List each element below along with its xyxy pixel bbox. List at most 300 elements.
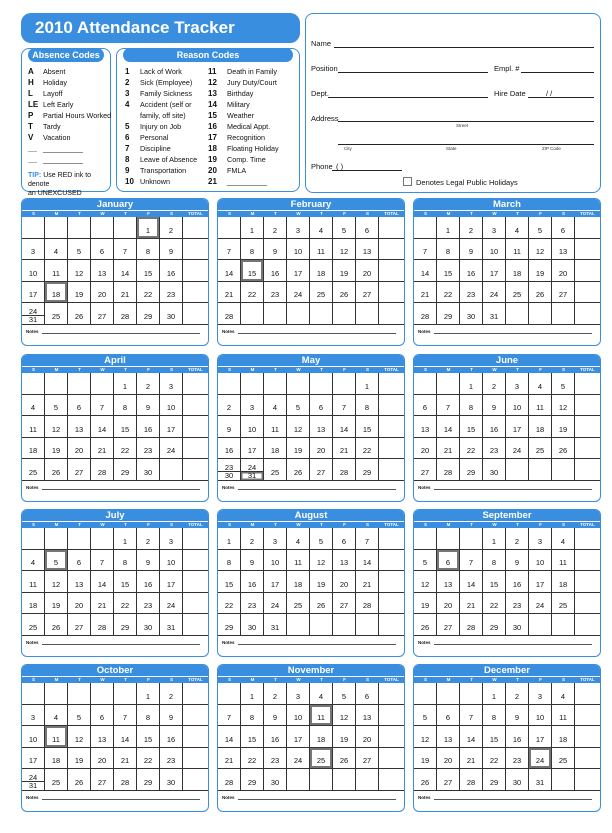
day-cell[interactable] — [114, 593, 137, 615]
day-cell[interactable] — [333, 459, 356, 481]
day-cell[interactable] — [160, 438, 183, 460]
day-cell[interactable] — [160, 769, 183, 791]
day-cell[interactable] — [483, 239, 506, 261]
day-cell[interactable] — [310, 528, 333, 550]
day-cell[interactable] — [264, 395, 287, 417]
day-cell[interactable] — [552, 395, 575, 417]
day-cell[interactable] — [414, 614, 437, 636]
day-cell[interactable] — [218, 282, 241, 304]
week-total-cell[interactable] — [183, 593, 208, 615]
day-cell[interactable] — [437, 438, 460, 460]
day-cell[interactable] — [241, 260, 264, 282]
day-cell[interactable] — [460, 726, 483, 748]
day-cell[interactable] — [91, 769, 114, 791]
day-cell[interactable] — [91, 282, 114, 304]
notes-area[interactable] — [218, 325, 404, 338]
day-cell[interactable] — [68, 282, 91, 304]
day-cell[interactable] — [22, 395, 45, 417]
day-cell[interactable] — [287, 550, 310, 572]
day-cell[interactable] — [264, 726, 287, 748]
week-total-cell[interactable] — [379, 748, 404, 770]
day-cell[interactable] — [137, 550, 160, 572]
day-cell[interactable] — [264, 550, 287, 572]
day-cell[interactable] — [68, 550, 91, 572]
day-cell[interactable] — [264, 438, 287, 460]
day-cell[interactable] — [264, 282, 287, 304]
day-cell[interactable] — [333, 239, 356, 261]
day-cell[interactable] — [483, 459, 506, 481]
day-cell[interactable] — [160, 593, 183, 615]
day-cell[interactable] — [160, 571, 183, 593]
day-cell[interactable] — [483, 683, 506, 705]
day-cell[interactable] — [241, 748, 264, 770]
day-cell[interactable] — [45, 614, 68, 636]
week-total-cell[interactable] — [575, 705, 600, 727]
day-cell[interactable] — [114, 726, 137, 748]
day-cell[interactable] — [460, 571, 483, 593]
day-cell[interactable] — [45, 395, 68, 417]
day-cell[interactable] — [356, 593, 379, 615]
day-cell[interactable] — [333, 571, 356, 593]
week-total-cell[interactable] — [379, 260, 404, 282]
notes-area[interactable] — [22, 325, 208, 338]
day-cell[interactable] — [160, 726, 183, 748]
day-cell[interactable] — [91, 748, 114, 770]
week-total-cell[interactable] — [379, 726, 404, 748]
day-cell[interactable] — [68, 239, 91, 261]
day-cell[interactable] — [160, 373, 183, 395]
day-cell[interactable] — [552, 373, 575, 395]
day-cell[interactable] — [114, 282, 137, 304]
day-cell[interactable] — [483, 282, 506, 304]
day-cell[interactable] — [22, 239, 45, 261]
day-cell[interactable] — [356, 550, 379, 572]
day-cell[interactable] — [218, 571, 241, 593]
day-cell[interactable] — [241, 282, 264, 304]
day-cell[interactable] — [460, 748, 483, 770]
day-cell[interactable] — [241, 571, 264, 593]
week-total-cell[interactable] — [183, 416, 208, 438]
day-cell[interactable] — [218, 395, 241, 417]
day-cell[interactable] — [356, 239, 379, 261]
day-cell[interactable] — [437, 303, 460, 325]
week-total-cell[interactable] — [575, 528, 600, 550]
day-cell[interactable] — [460, 705, 483, 727]
day-cell[interactable] — [414, 748, 437, 770]
day-cell[interactable] — [460, 550, 483, 572]
day-cell[interactable] — [529, 438, 552, 460]
day-cell[interactable] — [552, 705, 575, 727]
day-cell[interactable] — [114, 550, 137, 572]
day-cell[interactable] — [460, 260, 483, 282]
day-cell[interactable] — [356, 528, 379, 550]
day-cell[interactable] — [437, 748, 460, 770]
day-cell[interactable] — [552, 438, 575, 460]
day-cell[interactable] — [310, 217, 333, 239]
day-cell[interactable] — [287, 705, 310, 727]
day-cell[interactable] — [356, 416, 379, 438]
day-cell[interactable] — [22, 748, 45, 770]
day-cell[interactable] — [68, 260, 91, 282]
day-cell[interactable] — [506, 438, 529, 460]
day-cell[interactable] — [356, 726, 379, 748]
day-cell[interactable] — [414, 769, 437, 791]
day-cell[interactable] — [414, 416, 437, 438]
day-cell[interactable] — [287, 260, 310, 282]
day-cell[interactable] — [114, 416, 137, 438]
day-cell[interactable] — [22, 726, 45, 748]
day-cell[interactable] — [22, 593, 45, 615]
day-cell[interactable] — [506, 395, 529, 417]
day-cell[interactable] — [45, 459, 68, 481]
day-cell[interactable] — [45, 748, 68, 770]
day-cell[interactable] — [506, 282, 529, 304]
week-total-cell[interactable] — [379, 459, 404, 481]
day-cell[interactable] — [137, 683, 160, 705]
day-cell[interactable] — [45, 438, 68, 460]
day-cell[interactable] — [483, 217, 506, 239]
day-cell[interactable] — [437, 614, 460, 636]
day-cell[interactable] — [506, 769, 529, 791]
day-cell[interactable] — [91, 260, 114, 282]
day-cell[interactable] — [529, 528, 552, 550]
week-total-cell[interactable] — [575, 571, 600, 593]
day-cell[interactable] — [414, 438, 437, 460]
week-total-cell[interactable] — [183, 683, 208, 705]
day-cell[interactable] — [137, 769, 160, 791]
day-cell[interactable] — [45, 416, 68, 438]
day-cell[interactable] — [287, 593, 310, 615]
day-cell[interactable] — [264, 416, 287, 438]
day-cell[interactable] — [552, 748, 575, 770]
week-total-cell[interactable] — [183, 550, 208, 572]
day-cell[interactable] — [460, 593, 483, 615]
day-cell[interactable] — [45, 705, 68, 727]
day-cell[interactable] — [529, 395, 552, 417]
day-cell[interactable] — [552, 282, 575, 304]
day-cell[interactable] — [437, 593, 460, 615]
day-cell[interactable] — [241, 614, 264, 636]
day-cell[interactable] — [506, 571, 529, 593]
day-cell[interactable] — [310, 282, 333, 304]
day-cell[interactable] — [356, 373, 379, 395]
day-cell[interactable] — [310, 571, 333, 593]
week-total-cell[interactable] — [379, 282, 404, 304]
day-cell[interactable] — [68, 459, 91, 481]
week-total-cell[interactable] — [183, 373, 208, 395]
week-total-cell[interactable] — [183, 459, 208, 481]
day-cell[interactable] — [68, 769, 91, 791]
day-cell[interactable] — [529, 571, 552, 593]
day-cell[interactable] — [45, 769, 68, 791]
day-cell[interactable] — [483, 528, 506, 550]
day-cell[interactable] — [333, 395, 356, 417]
day-cell[interactable] — [356, 683, 379, 705]
week-total-cell[interactable] — [575, 769, 600, 791]
week-total-cell[interactable] — [183, 395, 208, 417]
day-cell[interactable] — [552, 528, 575, 550]
day-cell[interactable] — [218, 416, 241, 438]
day-cell[interactable] — [287, 395, 310, 417]
day-cell[interactable] — [310, 705, 333, 727]
day-cell[interactable] — [483, 416, 506, 438]
day-cell[interactable] — [460, 282, 483, 304]
day-cell[interactable] — [287, 683, 310, 705]
day-cell[interactable] — [114, 614, 137, 636]
day-cell[interactable] — [483, 571, 506, 593]
day-cell[interactable] — [437, 550, 460, 572]
notes-area[interactable] — [414, 481, 600, 494]
notes-area[interactable] — [414, 636, 600, 649]
week-total-cell[interactable] — [379, 239, 404, 261]
day-cell[interactable] — [310, 239, 333, 261]
day-cell[interactable] — [114, 395, 137, 417]
day-cell[interactable] — [552, 683, 575, 705]
day-cell[interactable] — [160, 260, 183, 282]
day-cell[interactable] — [287, 239, 310, 261]
day-cell[interactable] — [483, 303, 506, 325]
day-cell[interactable] — [218, 303, 241, 325]
day-cell[interactable] — [333, 282, 356, 304]
week-total-cell[interactable] — [575, 726, 600, 748]
day-cell[interactable] — [218, 260, 241, 282]
day-cell[interactable] — [483, 705, 506, 727]
day-cell[interactable] — [356, 748, 379, 770]
week-total-cell[interactable] — [379, 395, 404, 417]
day-cell[interactable] — [22, 438, 45, 460]
day-cell[interactable] — [218, 593, 241, 615]
notes-area[interactable] — [22, 791, 208, 804]
day-cell[interactable] — [529, 260, 552, 282]
week-total-cell[interactable] — [183, 705, 208, 727]
day-cell[interactable] — [287, 528, 310, 550]
city-state-zip-field[interactable] — [338, 144, 594, 145]
day-cell[interactable] — [137, 571, 160, 593]
day-cell[interactable] — [264, 705, 287, 727]
day-cell[interactable] — [437, 260, 460, 282]
day-cell[interactable] — [483, 550, 506, 572]
notes-area[interactable] — [414, 791, 600, 804]
day-cell[interactable] — [45, 260, 68, 282]
day-cell[interactable] — [114, 705, 137, 727]
day-cell[interactable] — [218, 748, 241, 770]
day-cell[interactable] — [529, 217, 552, 239]
week-total-cell[interactable] — [575, 303, 600, 325]
day-cell[interactable] — [287, 438, 310, 460]
week-total-cell[interactable] — [575, 438, 600, 460]
day-cell[interactable] — [160, 748, 183, 770]
week-total-cell[interactable] — [379, 528, 404, 550]
empl-field[interactable] — [521, 72, 594, 73]
day-cell[interactable] — [218, 769, 241, 791]
week-total-cell[interactable] — [183, 438, 208, 460]
day-cell[interactable] — [437, 705, 460, 727]
day-cell[interactable] — [45, 282, 68, 304]
week-total-cell[interactable] — [183, 303, 208, 325]
day-cell[interactable] — [460, 239, 483, 261]
day-cell[interactable] — [414, 239, 437, 261]
day-cell[interactable] — [414, 260, 437, 282]
day-cell[interactable] — [91, 303, 114, 325]
day-cell[interactable] — [241, 438, 264, 460]
day-cell[interactable] — [241, 528, 264, 550]
day-cell[interactable] — [137, 373, 160, 395]
day-cell[interactable] — [356, 571, 379, 593]
day-cell[interactable] — [241, 769, 264, 791]
day-cell[interactable] — [437, 571, 460, 593]
day-cell[interactable] — [45, 726, 68, 748]
day-cell[interactable] — [333, 593, 356, 615]
day-cell[interactable] — [137, 395, 160, 417]
day-cell[interactable] — [310, 395, 333, 417]
week-total-cell[interactable] — [183, 748, 208, 770]
day-cell[interactable] — [529, 726, 552, 748]
day-cell[interactable] — [460, 416, 483, 438]
day-cell[interactable] — [414, 303, 437, 325]
day-cell[interactable] — [218, 438, 241, 460]
day-cell[interactable] — [506, 748, 529, 770]
day-cell[interactable] — [114, 438, 137, 460]
day-cell[interactable] — [310, 593, 333, 615]
day-cell[interactable] — [68, 705, 91, 727]
week-total-cell[interactable] — [575, 217, 600, 239]
day-cell[interactable] — [218, 705, 241, 727]
week-total-cell[interactable] — [379, 683, 404, 705]
day-cell[interactable] — [437, 217, 460, 239]
day-cell[interactable] — [414, 550, 437, 572]
week-total-cell[interactable] — [379, 550, 404, 572]
day-cell[interactable] — [241, 395, 264, 417]
day-cell[interactable] — [506, 705, 529, 727]
day-cell[interactable] — [45, 303, 68, 325]
day-cell[interactable] — [529, 239, 552, 261]
day-cell[interactable] — [356, 395, 379, 417]
day-cell[interactable] — [114, 239, 137, 261]
day-cell[interactable] — [137, 282, 160, 304]
day-cell[interactable] — [91, 726, 114, 748]
day-cell[interactable] — [22, 614, 45, 636]
day-cell[interactable] — [22, 459, 45, 481]
position-field[interactable] — [338, 72, 488, 73]
day-cell[interactable] — [241, 217, 264, 239]
day-cell[interactable] — [460, 395, 483, 417]
street-field[interactable] — [338, 121, 594, 122]
day-cell[interactable] — [241, 593, 264, 615]
week-total-cell[interactable] — [575, 593, 600, 615]
day-cell[interactable] — [45, 593, 68, 615]
day-cell[interactable] — [414, 459, 437, 481]
day-cell[interactable] — [483, 726, 506, 748]
day-cell[interactable] — [460, 217, 483, 239]
day-cell[interactable] — [160, 683, 183, 705]
day-cell[interactable] — [137, 528, 160, 550]
day-cell[interactable] — [264, 683, 287, 705]
day-cell[interactable] — [529, 683, 552, 705]
notes-area[interactable] — [218, 636, 404, 649]
day-cell[interactable] — [552, 260, 575, 282]
week-total-cell[interactable] — [379, 217, 404, 239]
day-cell[interactable] — [414, 282, 437, 304]
day-cell[interactable] — [22, 260, 45, 282]
week-total-cell[interactable] — [183, 614, 208, 636]
day-cell[interactable] — [437, 239, 460, 261]
day-cell[interactable] — [137, 217, 160, 239]
day-cell[interactable] — [437, 459, 460, 481]
day-cell[interactable] — [91, 416, 114, 438]
day-cell[interactable] — [218, 614, 241, 636]
week-total-cell[interactable] — [575, 260, 600, 282]
day-cell[interactable] — [91, 705, 114, 727]
day-cell[interactable] — [137, 260, 160, 282]
week-total-cell[interactable] — [379, 373, 404, 395]
week-total-cell[interactable] — [575, 550, 600, 572]
day-cell[interactable] — [437, 769, 460, 791]
day-cell[interactable] — [91, 459, 114, 481]
day-cell[interactable] — [287, 726, 310, 748]
week-total-cell[interactable] — [183, 769, 208, 791]
day-cell[interactable] — [414, 395, 437, 417]
day-cell[interactable] — [483, 614, 506, 636]
day-cell[interactable] — [68, 395, 91, 417]
day-cell[interactable] — [264, 748, 287, 770]
day-cell[interactable] — [506, 726, 529, 748]
day-cell[interactable] — [68, 614, 91, 636]
day-cell[interactable] — [333, 260, 356, 282]
day-cell[interactable] — [552, 416, 575, 438]
day-cell[interactable] — [356, 282, 379, 304]
day-cell[interactable] — [529, 748, 552, 770]
notes-area[interactable] — [22, 636, 208, 649]
day-cell[interactable] — [91, 550, 114, 572]
day-cell[interactable] — [160, 550, 183, 572]
day-cell[interactable] — [506, 614, 529, 636]
day-cell[interactable] — [218, 459, 241, 481]
day-cell[interactable] — [91, 395, 114, 417]
day-cell[interactable] — [529, 373, 552, 395]
day-cell[interactable] — [137, 705, 160, 727]
day-cell[interactable] — [45, 571, 68, 593]
day-cell[interactable] — [160, 282, 183, 304]
day-cell[interactable] — [114, 459, 137, 481]
day-cell[interactable] — [68, 726, 91, 748]
day-cell[interactable] — [333, 726, 356, 748]
day-cell[interactable] — [437, 282, 460, 304]
day-cell[interactable] — [529, 705, 552, 727]
day-cell[interactable] — [552, 217, 575, 239]
day-cell[interactable] — [218, 550, 241, 572]
day-cell[interactable] — [310, 459, 333, 481]
day-cell[interactable] — [264, 769, 287, 791]
hire-date-field[interactable] — [528, 97, 594, 98]
day-cell[interactable] — [160, 303, 183, 325]
day-cell[interactable] — [506, 550, 529, 572]
day-cell[interactable] — [264, 260, 287, 282]
week-total-cell[interactable] — [575, 373, 600, 395]
day-cell[interactable] — [552, 726, 575, 748]
day-cell[interactable] — [287, 571, 310, 593]
day-cell[interactable] — [114, 303, 137, 325]
day-cell[interactable] — [414, 571, 437, 593]
day-cell[interactable] — [218, 239, 241, 261]
day-cell[interactable] — [310, 416, 333, 438]
dept-field[interactable] — [328, 97, 488, 98]
day-cell[interactable] — [241, 416, 264, 438]
day-cell[interactable] — [241, 726, 264, 748]
day-cell[interactable] — [137, 614, 160, 636]
day-cell[interactable] — [160, 528, 183, 550]
day-cell[interactable] — [506, 239, 529, 261]
notes-area[interactable] — [22, 481, 208, 494]
